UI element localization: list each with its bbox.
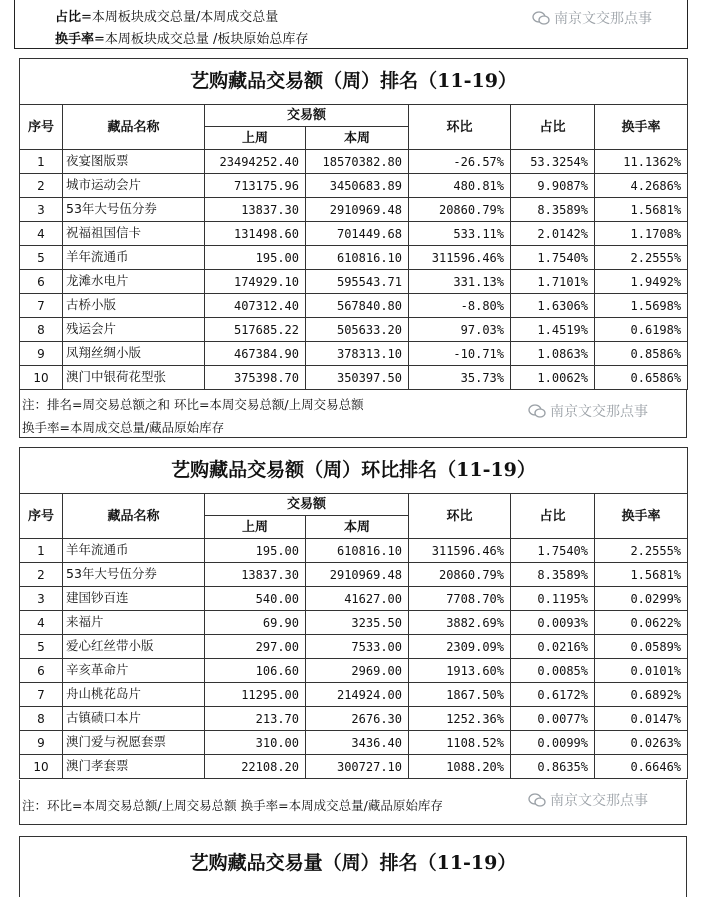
cell-wow: 1913.60% — [409, 659, 511, 683]
header-turnover: 换手率 — [595, 494, 688, 539]
cell-wow: 1867.50% — [409, 683, 511, 707]
cell-this: 18570382.80 — [306, 150, 409, 174]
cell-this: 595543.71 — [306, 270, 409, 294]
table-row — [20, 342, 688, 366]
cell-wow: 7708.70% — [409, 587, 511, 611]
cell-name: 澳门中银荷花型张 — [63, 366, 205, 390]
header-name: 藏品名称 — [63, 105, 205, 150]
table-row — [20, 246, 688, 270]
cell-this: 2910969.48 — [306, 563, 409, 587]
cell-wow: 311596.46% — [409, 539, 511, 563]
cell-rank: 5 — [20, 635, 63, 659]
header-volume: 交易额 — [205, 494, 409, 516]
cell-turnover: 1.5681% — [595, 198, 688, 222]
header-share: 占比 — [511, 105, 595, 150]
cell-rank: 4 — [20, 222, 63, 246]
cell-share: 1.7101% — [511, 270, 595, 294]
cell-turnover: 0.8586% — [595, 342, 688, 366]
cell-this: 2910969.48 — [306, 198, 409, 222]
cell-this: 701449.68 — [306, 222, 409, 246]
cell-wow: 1252.36% — [409, 707, 511, 731]
cell-rank: 3 — [20, 198, 63, 222]
cell-name: 53年大号伍分券 — [63, 563, 205, 587]
table-row — [20, 659, 688, 683]
cell-turnover: 2.2555% — [595, 539, 688, 563]
cell-turnover: 0.0299% — [595, 587, 688, 611]
cell-wow: 480.81% — [409, 174, 511, 198]
table2-title: 艺购藏品交易额（周）环比排名（11-19） — [20, 448, 688, 494]
cell-this: 7533.00 — [306, 635, 409, 659]
cell-last: 23494252.40 — [205, 150, 306, 174]
header-this-week: 本周 — [306, 516, 409, 539]
cell-rank: 5 — [20, 246, 63, 270]
table-row — [20, 587, 688, 611]
cell-name: 城市运动会片 — [63, 174, 205, 198]
cell-share: 1.6306% — [511, 294, 595, 318]
cell-last: 106.60 — [205, 659, 306, 683]
cell-turnover: 1.1708% — [595, 222, 688, 246]
cell-share: 0.8635% — [511, 755, 595, 779]
cell-share: 53.3254% — [511, 150, 595, 174]
header-share: 占比 — [511, 494, 595, 539]
header-volume: 交易额 — [205, 105, 409, 127]
cell-name: 53年大号伍分券 — [63, 198, 205, 222]
cell-share: 0.0216% — [511, 635, 595, 659]
cell-name: 夜宴图版票 — [63, 150, 205, 174]
cell-name: 羊年流通币 — [63, 539, 205, 563]
cell-turnover: 1.9492% — [595, 270, 688, 294]
table-wow-ranking — [19, 447, 688, 779]
cell-name: 凤翔丝绸小版 — [63, 342, 205, 366]
table-row — [20, 755, 688, 779]
table-row — [20, 222, 688, 246]
table-row — [20, 270, 688, 294]
cell-name: 来福片 — [63, 611, 205, 635]
cell-last: 13837.30 — [205, 563, 306, 587]
cell-last: 22108.20 — [205, 755, 306, 779]
cell-name: 爱心红丝带小版 — [63, 635, 205, 659]
top-note-turnover: 换手率=本周板块成交总量 /板块原始总库存 — [55, 32, 309, 47]
cell-rank: 2 — [20, 563, 63, 587]
cell-name: 残运会片 — [63, 318, 205, 342]
cell-turnover: 1.5698% — [595, 294, 688, 318]
cell-share: 9.9087% — [511, 174, 595, 198]
cell-last: 13837.30 — [205, 198, 306, 222]
cell-name: 建国钞百连 — [63, 587, 205, 611]
cell-wow: 20860.79% — [409, 563, 511, 587]
cell-wow: 3882.69% — [409, 611, 511, 635]
cell-turnover: 11.1362% — [595, 150, 688, 174]
cell-rank: 4 — [20, 611, 63, 635]
cell-wow: 311596.46% — [409, 246, 511, 270]
table1-title: 艺购藏品交易额（周）排名（11-19） — [20, 59, 688, 105]
cell-share: 1.0863% — [511, 342, 595, 366]
cell-rank: 8 — [20, 707, 63, 731]
cell-share: 1.7540% — [511, 246, 595, 270]
wechat-icon — [528, 403, 546, 419]
table-row — [20, 611, 688, 635]
table2-note: 注：环比=本周交易总额/上周交易总额 换手率=本周成交总量/藏品原始库存 — [22, 798, 443, 813]
cell-last: 713175.96 — [205, 174, 306, 198]
header-this-week: 本周 — [306, 127, 409, 150]
cell-last: 297.00 — [205, 635, 306, 659]
cell-share: 2.0142% — [511, 222, 595, 246]
table-row — [20, 366, 688, 390]
cell-wow: 331.13% — [409, 270, 511, 294]
table1-note1: 注：排名=周交易总额之和 环比=本周交易总额/上周交易总额 — [22, 397, 364, 412]
cell-this: 2676.30 — [306, 707, 409, 731]
header-wow: 环比 — [409, 494, 511, 539]
cell-last: 310.00 — [205, 731, 306, 755]
table-row — [20, 563, 688, 587]
cell-this: 3450683.89 — [306, 174, 409, 198]
cell-name: 龙滩水电片 — [63, 270, 205, 294]
cell-share: 1.7540% — [511, 539, 595, 563]
cell-last: 213.70 — [205, 707, 306, 731]
table1-note2: 换手率=本周成交总量/藏品原始库存 — [22, 420, 225, 435]
cell-turnover: 4.2686% — [595, 174, 688, 198]
cell-this: 610816.10 — [306, 539, 409, 563]
cell-rank: 1 — [20, 150, 63, 174]
cell-name: 辛亥革命片 — [63, 659, 205, 683]
cell-name: 祝福祖国信卡 — [63, 222, 205, 246]
cell-share: 0.6172% — [511, 683, 595, 707]
header-wow: 环比 — [409, 105, 511, 150]
cell-rank: 10 — [20, 366, 63, 390]
watermark: 南京文交那点事 — [528, 790, 648, 810]
cell-share: 8.3589% — [511, 198, 595, 222]
cell-last: 467384.90 — [205, 342, 306, 366]
cell-share: 0.0099% — [511, 731, 595, 755]
table-row — [20, 683, 688, 707]
cell-wow: 1108.52% — [409, 731, 511, 755]
cell-rank: 2 — [20, 174, 63, 198]
cell-wow: 97.03% — [409, 318, 511, 342]
cell-wow: -10.71% — [409, 342, 511, 366]
cell-this: 505633.20 — [306, 318, 409, 342]
table-volume-ranking — [19, 58, 688, 390]
cell-this: 300727.10 — [306, 755, 409, 779]
table-row — [20, 539, 688, 563]
cell-last: 69.90 — [205, 611, 306, 635]
top-note-share: 占比=本周板块成交总量/本周成交总量 — [55, 10, 279, 25]
cell-share: 0.0077% — [511, 707, 595, 731]
cell-this: 610816.10 — [306, 246, 409, 270]
cell-rank: 8 — [20, 318, 63, 342]
cell-last: 195.00 — [205, 539, 306, 563]
wechat-icon — [528, 792, 546, 808]
cell-last: 174929.10 — [205, 270, 306, 294]
cell-rank: 3 — [20, 587, 63, 611]
cell-turnover: 0.0263% — [595, 731, 688, 755]
table-row — [20, 174, 688, 198]
cell-wow: 2309.09% — [409, 635, 511, 659]
table-row — [20, 707, 688, 731]
cell-share: 0.1195% — [511, 587, 595, 611]
cell-turnover: 0.0622% — [595, 611, 688, 635]
cell-wow: 20860.79% — [409, 198, 511, 222]
cell-last: 131498.60 — [205, 222, 306, 246]
cell-share: 0.0085% — [511, 659, 595, 683]
cell-this: 567840.80 — [306, 294, 409, 318]
cell-last: 195.00 — [205, 246, 306, 270]
cell-turnover: 1.5681% — [595, 563, 688, 587]
cell-turnover: 0.6892% — [595, 683, 688, 707]
cell-rank: 9 — [20, 342, 63, 366]
cell-rank: 1 — [20, 539, 63, 563]
cell-rank: 9 — [20, 731, 63, 755]
cell-turnover: 0.0147% — [595, 707, 688, 731]
cell-turnover: 0.0589% — [595, 635, 688, 659]
cell-wow: 1088.20% — [409, 755, 511, 779]
cell-rank: 6 — [20, 270, 63, 294]
header-turnover: 换手率 — [595, 105, 688, 150]
cell-share: 1.0062% — [511, 366, 595, 390]
cell-last: 11295.00 — [205, 683, 306, 707]
cell-rank: 7 — [20, 683, 63, 707]
cell-name: 古镇碛口本片 — [63, 707, 205, 731]
cell-wow: 35.73% — [409, 366, 511, 390]
header-rank: 序号 — [20, 105, 63, 150]
table3-title: 艺购藏品交易量（周）排名（11-19） — [189, 852, 517, 874]
cell-turnover: 0.6646% — [595, 755, 688, 779]
header-last-week: 上周 — [205, 516, 306, 539]
cell-rank: 7 — [20, 294, 63, 318]
cell-turnover: 0.6586% — [595, 366, 688, 390]
cell-this: 378313.10 — [306, 342, 409, 366]
cell-name: 舟山桃花岛片 — [63, 683, 205, 707]
cell-wow: 533.11% — [409, 222, 511, 246]
table-row — [20, 150, 688, 174]
cell-share: 1.4519% — [511, 318, 595, 342]
cell-this: 214924.00 — [306, 683, 409, 707]
cell-rank: 6 — [20, 659, 63, 683]
cell-turnover: 0.0101% — [595, 659, 688, 683]
cell-this: 350397.50 — [306, 366, 409, 390]
cell-name: 澳门孝套票 — [63, 755, 205, 779]
cell-last: 517685.22 — [205, 318, 306, 342]
cell-wow: -26.57% — [409, 150, 511, 174]
header-name: 藏品名称 — [63, 494, 205, 539]
cell-turnover: 0.6198% — [595, 318, 688, 342]
cell-name: 羊年流通币 — [63, 246, 205, 270]
cell-share: 0.0093% — [511, 611, 595, 635]
table-row — [20, 198, 688, 222]
cell-name: 澳门爱与祝愿套票 — [63, 731, 205, 755]
cell-share: 8.3589% — [511, 563, 595, 587]
table-row — [20, 635, 688, 659]
watermark: 南京文交那点事 — [528, 401, 648, 421]
watermark: 南京文交那点事 — [532, 8, 652, 28]
cell-last: 407312.40 — [205, 294, 306, 318]
cell-name: 古桥小版 — [63, 294, 205, 318]
cell-last: 375398.70 — [205, 366, 306, 390]
cell-rank: 10 — [20, 755, 63, 779]
cell-this: 41627.00 — [306, 587, 409, 611]
wechat-icon — [532, 10, 550, 26]
table-row — [20, 294, 688, 318]
cell-this: 2969.00 — [306, 659, 409, 683]
cell-this: 3436.40 — [306, 731, 409, 755]
cell-wow: -8.80% — [409, 294, 511, 318]
table-row — [20, 731, 688, 755]
cell-this: 3235.50 — [306, 611, 409, 635]
cell-last: 540.00 — [205, 587, 306, 611]
table-row — [20, 318, 688, 342]
header-rank: 序号 — [20, 494, 63, 539]
header-last-week: 上周 — [205, 127, 306, 150]
cell-turnover: 2.2555% — [595, 246, 688, 270]
